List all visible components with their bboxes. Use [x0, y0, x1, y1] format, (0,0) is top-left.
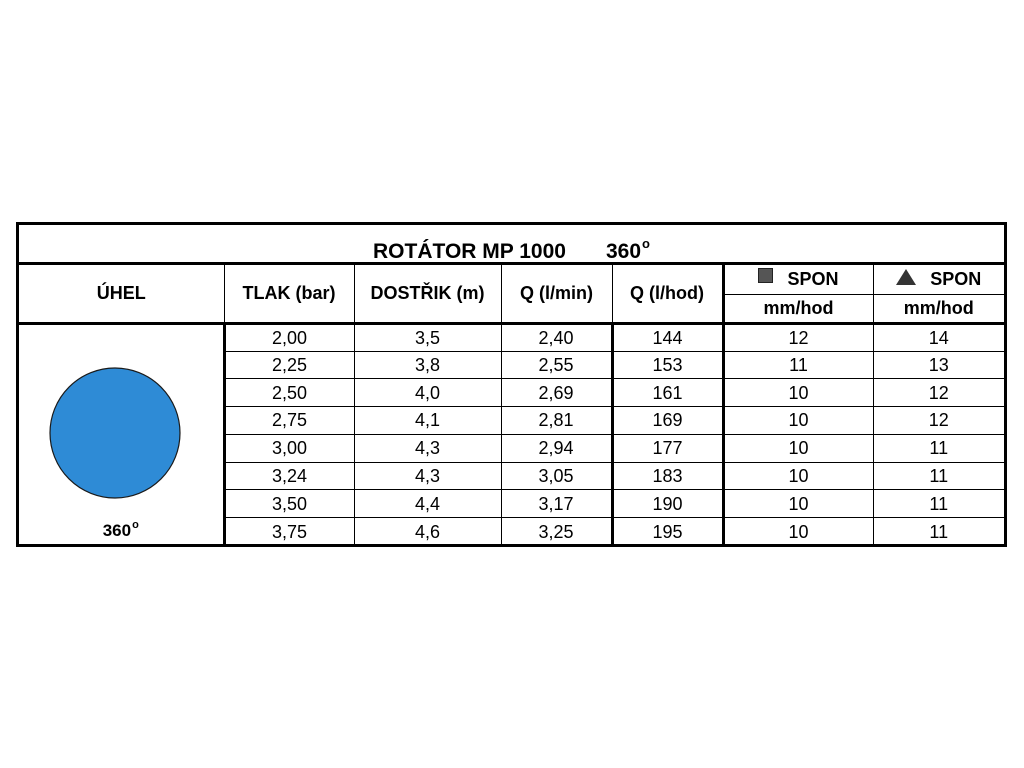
- cell-spon-triangle: 11: [873, 462, 1004, 490]
- cell-dostrik: 4,1: [354, 407, 501, 435]
- cell-q-hod: 153: [612, 351, 723, 379]
- data-grid: [19, 265, 1004, 545]
- cell-tlak: 3,24: [224, 462, 354, 490]
- cell-dostrik: 3,5: [354, 323, 501, 351]
- degree-symbol: o: [642, 236, 650, 251]
- cell-spon-triangle: 14: [873, 323, 1004, 351]
- cell-q-min: 2,81: [501, 407, 612, 435]
- header-spon-square: [723, 265, 873, 294]
- square-symbol-icon: [758, 268, 773, 283]
- cell-spon-square: 10: [723, 518, 873, 546]
- cell-spon-square: 12: [723, 323, 873, 351]
- header-spon-square-unit: mm/hod: [723, 294, 873, 323]
- cell-q-hod: 144: [612, 323, 723, 351]
- cell-spon-square: 10: [723, 407, 873, 435]
- header-q-hod: Q (l/hod): [612, 265, 723, 323]
- cell-tlak: 3,00: [224, 434, 354, 462]
- triangle-symbol-icon: [896, 269, 916, 285]
- cell-tlak: 2,00: [224, 323, 354, 351]
- cell-dostrik: 4,3: [354, 462, 501, 490]
- header-q-min: Q (l/min): [501, 265, 612, 323]
- angle-label: [19, 519, 223, 541]
- cell-tlak: 3,50: [224, 490, 354, 518]
- nozzle-data-table: [16, 222, 1007, 547]
- cell-dostrik: 4,4: [354, 490, 501, 518]
- cell-q-min: 2,69: [501, 379, 612, 407]
- cell-spon-triangle: 12: [873, 407, 1004, 435]
- circle-shape: [50, 368, 180, 498]
- cell-tlak: 2,50: [224, 379, 354, 407]
- cell-q-hod: 195: [612, 518, 723, 546]
- cell-q-min: 2,40: [501, 323, 612, 351]
- cell-spon-square: 10: [723, 490, 873, 518]
- full-circle-icon: [47, 365, 183, 501]
- spon-square-label: SPON: [787, 269, 839, 290]
- header-uhel: ÚHEL: [19, 265, 224, 323]
- cell-q-hod: 169: [612, 407, 723, 435]
- cell-tlak: 2,75: [224, 407, 354, 435]
- cell-dostrik: 4,3: [354, 434, 501, 462]
- cell-spon-triangle: 12: [873, 379, 1004, 407]
- cell-spon-square: 10: [723, 434, 873, 462]
- header-spon-triangle: [873, 265, 1004, 294]
- header-dostrik: DOSTŘIK (m): [354, 265, 501, 323]
- cell-spon-triangle: 11: [873, 434, 1004, 462]
- angle-value: 360: [102, 521, 132, 541]
- cell-q-hod: 190: [612, 490, 723, 518]
- table-title: [19, 225, 1004, 265]
- spon-triangle-label: SPON: [930, 268, 982, 289]
- cell-spon-triangle: 11: [873, 490, 1004, 518]
- cell-tlak: 3,75: [224, 518, 354, 546]
- header-tlak: TLAK (bar): [224, 265, 354, 323]
- cell-spon-triangle: 13: [873, 351, 1004, 379]
- cell-q-hod: 183: [612, 462, 723, 490]
- angle-cell: [19, 323, 224, 545]
- cell-q-hod: 177: [612, 434, 723, 462]
- cell-dostrik: 4,0: [354, 379, 501, 407]
- cell-q-min: 2,55: [501, 351, 612, 379]
- cell-q-hod: 161: [612, 379, 723, 407]
- cell-q-min: 2,94: [501, 434, 612, 462]
- cell-dostrik: 3,8: [354, 351, 501, 379]
- cell-spon-square: 10: [723, 462, 873, 490]
- title-text: ROTÁTOR MP 1000: [373, 240, 566, 263]
- cell-q-min: 3,17: [501, 490, 612, 518]
- cell-spon-triangle: 11: [873, 518, 1004, 546]
- title-angle: 360: [605, 240, 642, 263]
- cell-dostrik: 4,6: [354, 518, 501, 546]
- header-spon-triangle-unit: mm/hod: [873, 294, 1004, 323]
- cell-q-min: 3,05: [501, 462, 612, 490]
- cell-spon-square: 10: [723, 379, 873, 407]
- cell-spon-square: 11: [723, 351, 873, 379]
- cell-tlak: 2,25: [224, 351, 354, 379]
- table-row: [19, 323, 1004, 351]
- cell-q-min: 3,25: [501, 518, 612, 546]
- angle-degree: o: [132, 519, 139, 532]
